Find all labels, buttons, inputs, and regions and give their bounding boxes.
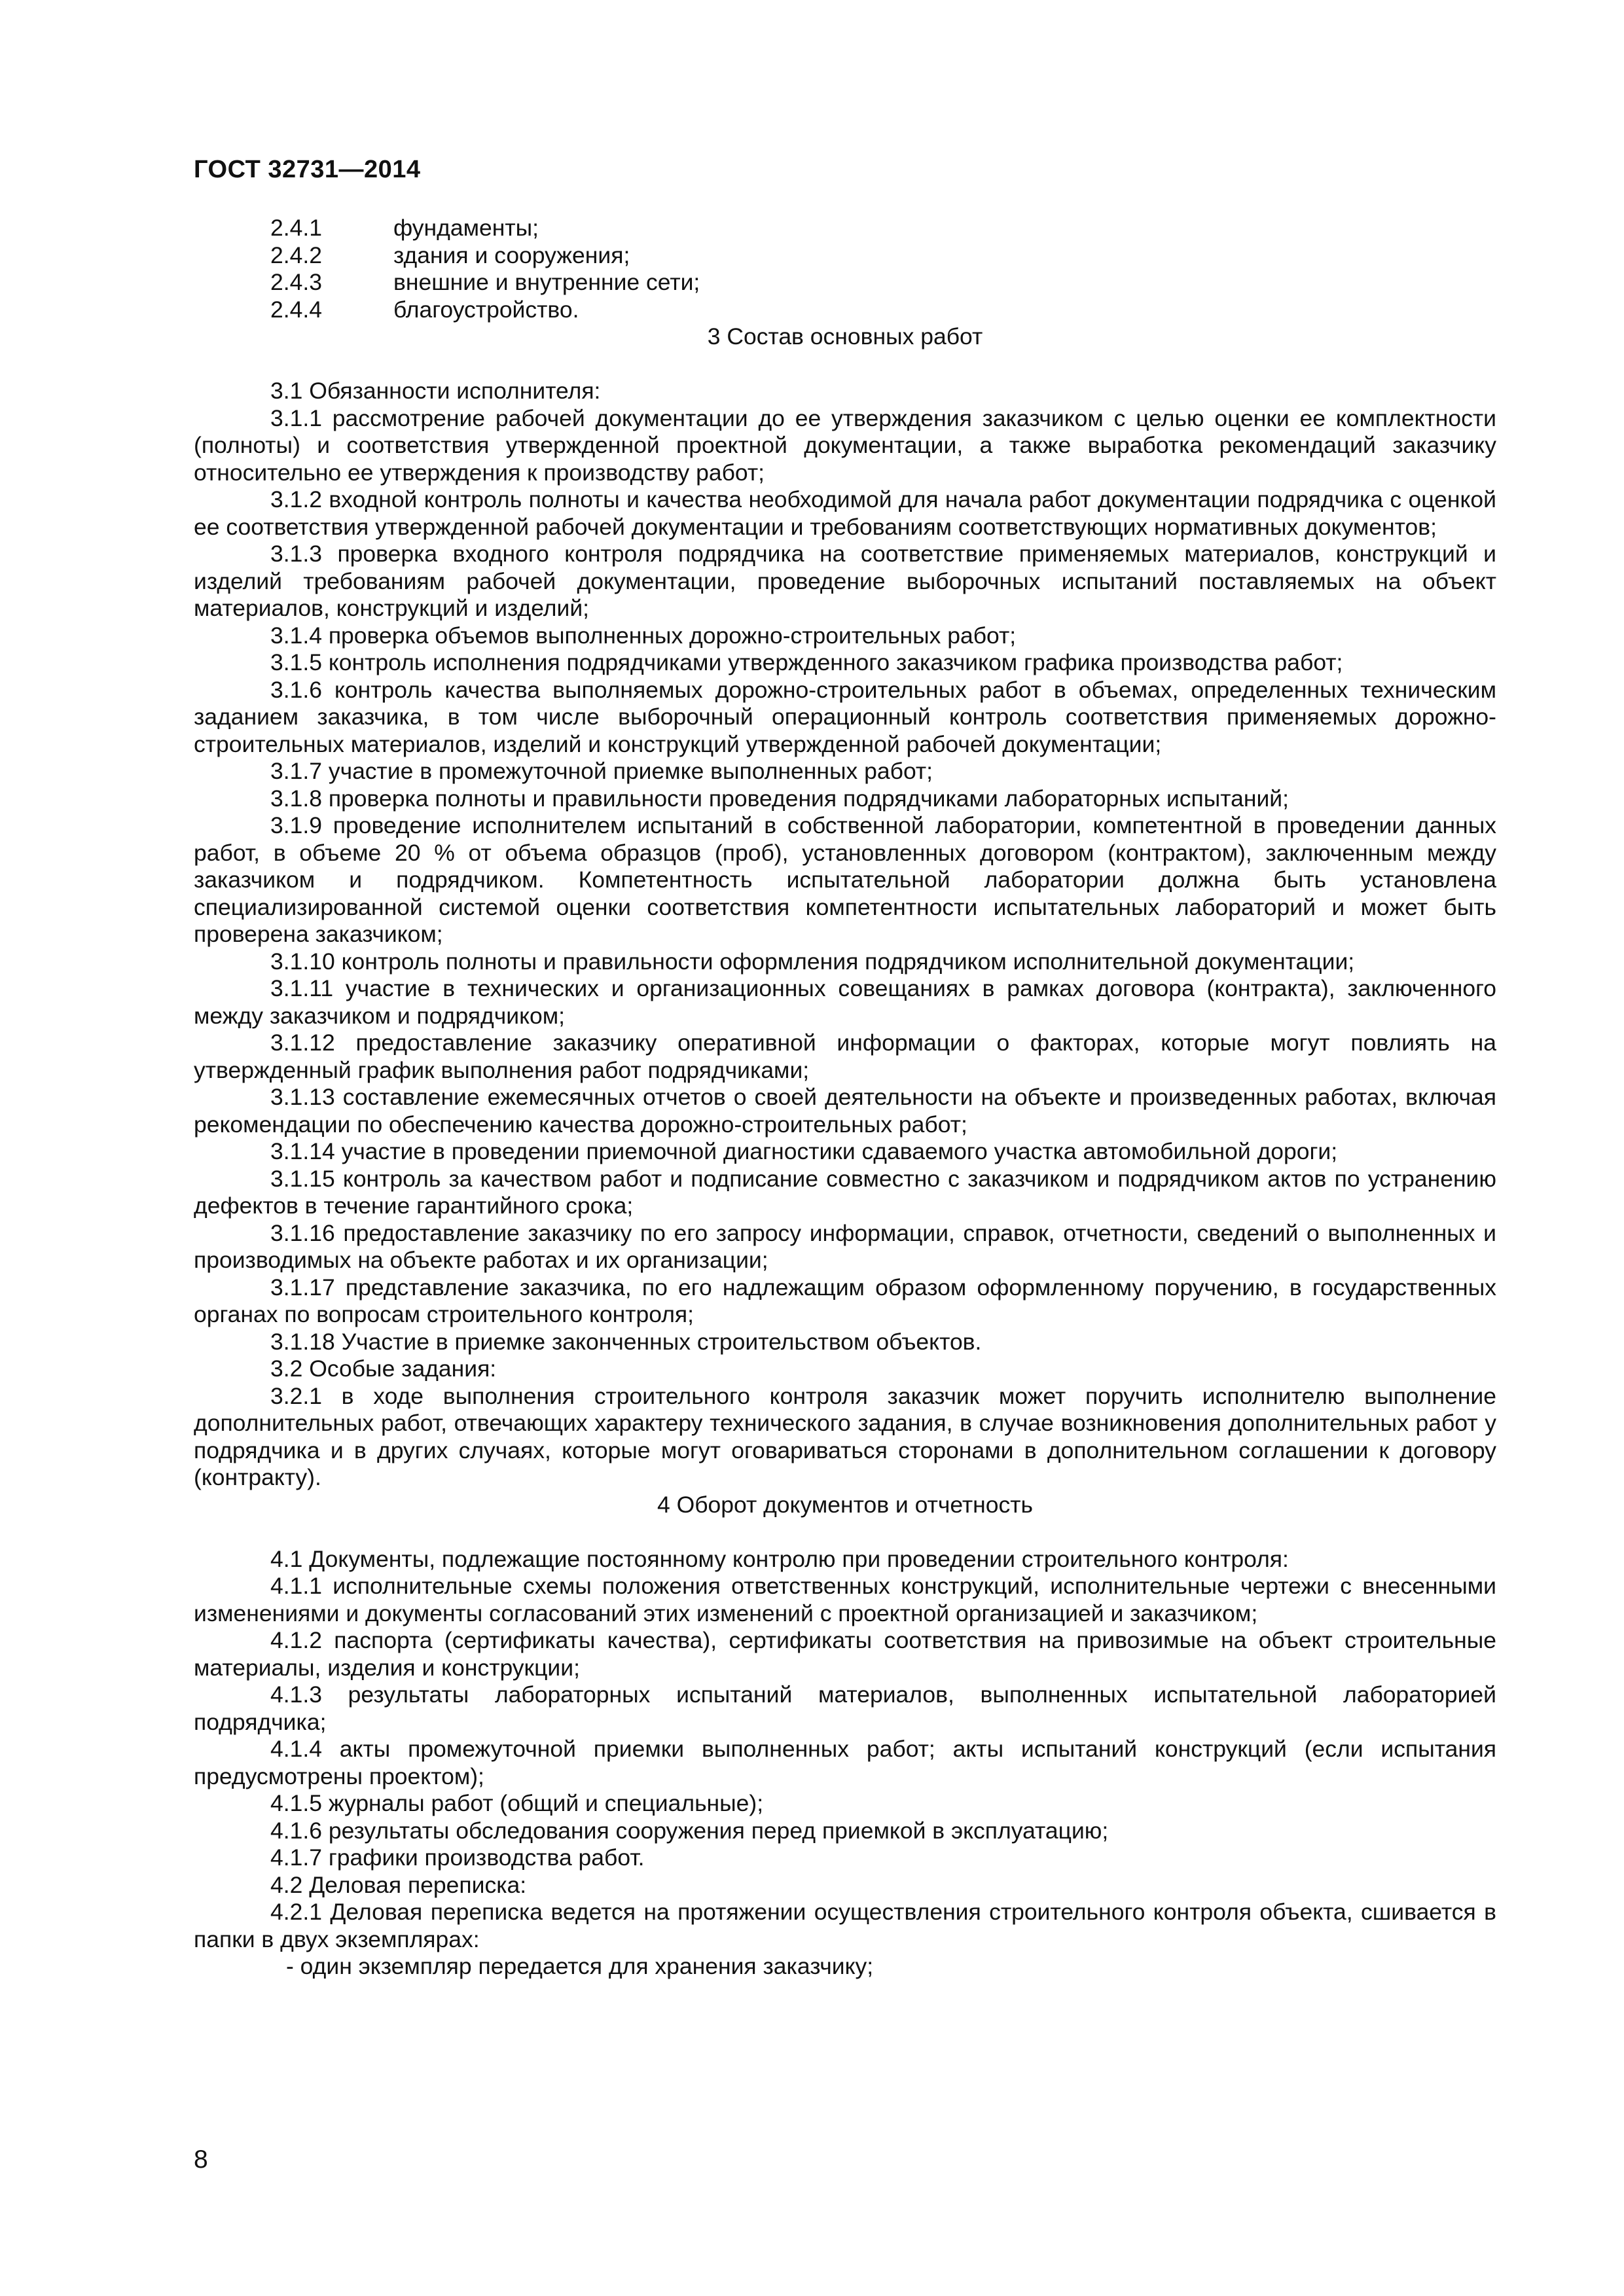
document-body bbox=[194, 215, 1496, 1981]
list-item bbox=[194, 242, 1496, 270]
list-item bbox=[194, 296, 1496, 324]
paragraph-3-1-1: 3.1.1 рассмотрение рабочей документации до ее утверждения заказчиком с целью оценки ее комплектности (полноты) и соответствия утвержденной проектной документации, а также выработка рекомендаций заказчику относительно ее утверждения к производству работ; bbox=[194, 404, 1496, 486]
list-item-text: здания и сооружения; bbox=[393, 242, 630, 268]
list-item-number: 2.4.2 bbox=[270, 242, 322, 268]
paragraph-3-1-9: 3.1.9 проведение исполнителем испытаний в собственной лаборатории, компетентной в проведении данных работ, в объеме 20 % от объема образцов (проб), установленных договором (контрактом), заключенным между заказчиком и подрядчиком. Компетентность испытательной лаборатории должна быть установлена специализированной системой оценки соответствия компетентности испытательных лабораторий и может быть проверена заказчиком; bbox=[194, 812, 1496, 947]
paragraph-3-1-4: 3.1.4 проверка объемов выполненных дорожно-строительных работ; bbox=[270, 622, 1017, 649]
list-item bbox=[194, 215, 1496, 242]
paragraph-3-1-5: 3.1.5 контроль исполнения подрядчиками утвержденного заказчиком графика производства работ; bbox=[270, 649, 1343, 675]
paragraph-3-1-6: 3.1.6 контроль качества выполняемых дорожно-строительных работ в объемах, определенных техническим заданием заказчика, в том числе выборочный операционный контроль соответствия применяемых дорожно-строительных материалов, изделий и конструкций утвержденной рабочей документации; bbox=[194, 676, 1496, 757]
paragraph-3-1-10: 3.1.10 контроль полноты и правильности оформления подрядчиком исполнительной документации; bbox=[270, 948, 1355, 975]
list-item bbox=[194, 269, 1496, 296]
paragraph-3-1-11: 3.1.11 участие в технических и организационных совещаниях в рамках договора (контракта), заключенного между заказчиком и подрядчиком; bbox=[194, 975, 1496, 1029]
paragraph-4-2: 4.2 Деловая переписка: bbox=[270, 1871, 527, 1898]
section-3-heading: 3 Состав основных работ bbox=[707, 323, 983, 350]
paragraph-4-1-7: 4.1.7 графики производства работ. bbox=[270, 1844, 645, 1871]
paragraph-3-2-1: 3.2.1 в ходе выполнения строительного контроля заказчик может поручить исполнителю выполнение дополнительных работ, отвечающих характеру технического задания, в случае возникновения дополнительных работ у подрядчика и в других случаях, которые могут оговариваться сторонами в дополнительном соглашении к договору (контракту). bbox=[194, 1382, 1496, 1490]
bullet-item: - один экземпляр передается для хранения заказчику; bbox=[286, 1953, 874, 1979]
document-header: ГОСТ 32731—2014 bbox=[194, 156, 421, 183]
paragraph-3-1-15: 3.1.15 контроль за качеством работ и подписание совместно с заказчиком и подрядчиком актов по устранению дефектов в течение гарантийного срока; bbox=[194, 1165, 1496, 1219]
paragraph-3-1-13: 3.1.13 составление ежемесячных отчетов о своей деятельности на объекте и произведенных работах, включая рекомендации по обеспечению качества дорожно-строительных работ; bbox=[194, 1084, 1496, 1138]
paragraph-3-1-8: 3.1.8 проверка полноты и правильности проведения подрядчиками лабораторных испытаний; bbox=[270, 785, 1290, 812]
list-item-number: 2.4.3 bbox=[270, 269, 322, 295]
paragraph-3-1-12: 3.1.12 предоставление заказчику оперативной информации о факторах, которые могут повлиять на утвержденный график выполнения работ подрядчиками; bbox=[194, 1030, 1496, 1083]
paragraph-3-1: 3.1 Обязанности исполнителя: bbox=[270, 378, 601, 404]
paragraph-4-1-4: 4.1.4 акты промежуточной приемки выполненных работ; акты испытаний конструкций (если испытания предусмотрены проектом); bbox=[194, 1736, 1496, 1789]
paragraph-3-1-16: 3.1.16 предоставление заказчику по его запросу информации, справок, отчетности, сведений о выполненных и производимых на объекте работах и их организации; bbox=[194, 1219, 1496, 1273]
paragraph-4-1-2: 4.1.2 паспорта (сертификаты качества), сертификаты соответствия на привозимые на объект строительные материалы, изделия и конструкции; bbox=[194, 1627, 1496, 1681]
paragraph-4-2-1: 4.2.1 Деловая переписка ведется на протяжении осуществления строительного контроля объекта, сшивается в папки в двух экземплярах: bbox=[194, 1899, 1496, 1952]
paragraph-4-1-5: 4.1.5 журналы работ (общий и специальные); bbox=[270, 1790, 764, 1816]
paragraph-3-1-14: 3.1.14 участие в проведении приемочной диагностики сдаваемого участка автомобильной дороги; bbox=[270, 1138, 1338, 1164]
paragraph-3-1-2: 3.1.2 входной контроль полноты и качества необходимой для начала работ документации подрядчика с оценкой ее соответствия утвержденной рабочей документации и требованиям соответствующих нормативных документов; bbox=[194, 486, 1496, 540]
list-item-number: 2.4.4 bbox=[270, 296, 322, 323]
list-item-text: внешние и внутренние сети; bbox=[393, 269, 700, 295]
paragraph-4-1-1: 4.1.1 исполнительные схемы положения ответственных конструкций, исполнительные чертежи с внесенными изменениями и документы согласований этих изменений с проектной организацией и заказчиком; bbox=[194, 1573, 1496, 1626]
paragraph-4-1-6: 4.1.6 результаты обследования сооружения перед приемкой в эксплуатацию; bbox=[270, 1817, 1109, 1844]
paragraph-3-1-7: 3.1.7 участие в промежуточной приемке выполненных работ; bbox=[270, 758, 933, 784]
paragraph-3-1-18: 3.1.18 Участие в приемке законченных строительством объектов. bbox=[270, 1328, 982, 1355]
list-item-number: 2.4.1 bbox=[270, 215, 322, 241]
section-4-heading: 4 Оборот документов и отчетность bbox=[657, 1491, 1034, 1518]
paragraph-4-1-3: 4.1.3 результаты лабораторных испытаний материалов, выполненных испытательной лабораторией подрядчика; bbox=[194, 1681, 1496, 1735]
page-number: 8 bbox=[194, 2145, 208, 2174]
paragraph-4-1: 4.1 Документы, подлежащие постоянному контролю при проведении строительного контроля: bbox=[270, 1545, 1289, 1572]
list-item-text: фундаменты; bbox=[393, 215, 539, 241]
paragraph-3-1-3: 3.1.3 проверка входного контроля подрядчика на соответствие применяемых материалов, конструкций и изделий требованиям рабочей документации, проведение выборочных испытаний поставляемых на объект материалов, конструкций и изделий; bbox=[194, 541, 1496, 621]
list-item-text: благоустройство. bbox=[393, 296, 579, 323]
paragraph-3-1-17: 3.1.17 представление заказчика, по его надлежащим образом оформленному поручению, в государственных органах по вопросам строительного контроля; bbox=[194, 1274, 1496, 1327]
paragraph-3-2: 3.2 Особые задания: bbox=[270, 1355, 497, 1382]
